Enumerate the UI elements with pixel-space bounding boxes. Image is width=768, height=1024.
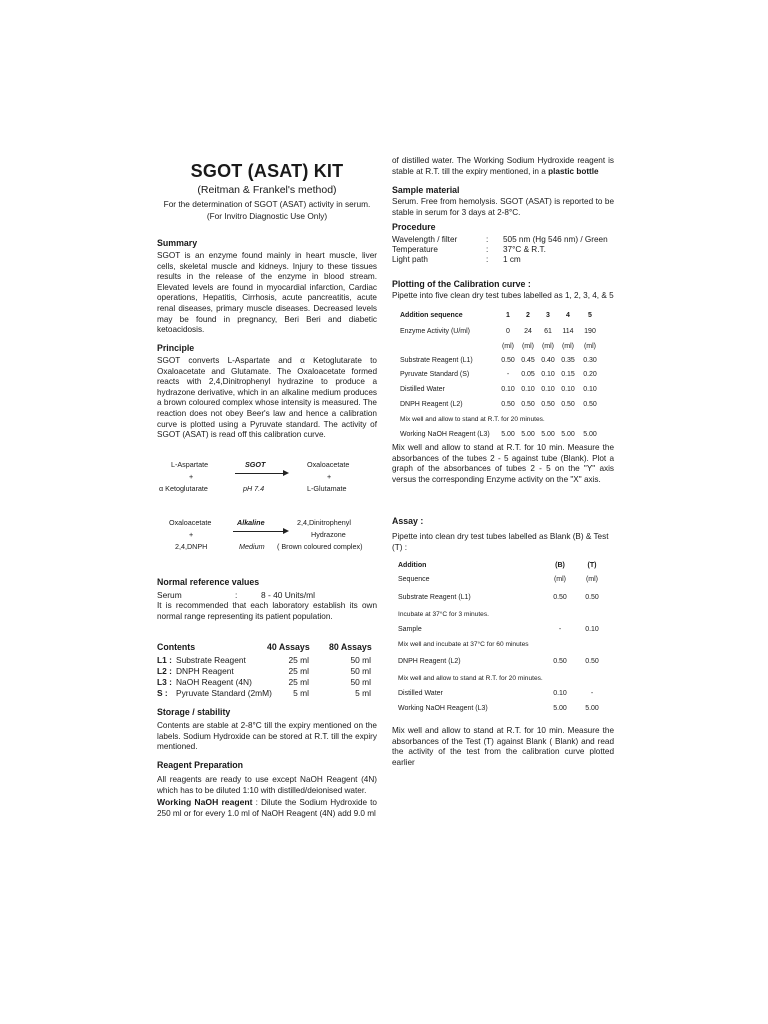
product-dinitrophenyl: 2,4,Dinitrophenyl bbox=[297, 518, 351, 527]
assay-header-t: (ml) bbox=[585, 576, 599, 583]
reaction-arrow bbox=[233, 531, 285, 532]
plastic-bottle: plastic bottle bbox=[548, 166, 599, 176]
arrow-head bbox=[283, 528, 289, 534]
serum-label: Serum bbox=[157, 590, 182, 600]
calib-row-cell: (ml) bbox=[583, 343, 597, 350]
contents-name: NaOH Reagent (4N) bbox=[176, 677, 252, 687]
calib-header-label: Addition sequence bbox=[400, 312, 463, 319]
assay-header-label: Addition bbox=[398, 562, 427, 569]
contents-name: DNPH Reagent bbox=[176, 666, 234, 676]
enzyme-label: SGOT bbox=[245, 460, 266, 469]
procedure-label: Wavelength / filter bbox=[392, 235, 458, 244]
reactant-l-aspartate: L-Aspartate bbox=[171, 460, 209, 469]
principle-heading: Principle bbox=[157, 343, 195, 353]
calib-row-label: Distilled Water bbox=[400, 386, 445, 393]
calib-row-cell: 0.10 bbox=[541, 371, 555, 378]
assay-header-b: (ml) bbox=[553, 576, 567, 583]
reaction-2 bbox=[157, 518, 377, 558]
calib-row-cell: 0.50 bbox=[501, 357, 515, 364]
calib-row-label: Pyruvate Standard (S) bbox=[400, 371, 470, 378]
calib-row-cell: 0.10 bbox=[501, 386, 515, 393]
assay-row-t: 0.50 bbox=[585, 594, 599, 601]
contents-40: 25 ml bbox=[288, 666, 309, 676]
calibration-heading: Plotting of the Calibration curve : bbox=[392, 279, 531, 289]
assay-note: Mix well and incubate at 37°C for 60 minutes bbox=[398, 641, 529, 648]
calib-note: Mix well and allow to stand at R.T. for 20 minutes. bbox=[400, 416, 545, 423]
assay-note: Incubate at 37°C for 3 minutes. bbox=[398, 611, 489, 618]
procedure-label: Temperature bbox=[392, 245, 438, 254]
contents-40: 25 ml bbox=[288, 677, 309, 687]
assay-row-b: - bbox=[558, 626, 562, 633]
reaction-1 bbox=[157, 460, 377, 500]
calib-row-cell: 5.00 bbox=[501, 431, 515, 438]
summary-heading: Summary bbox=[157, 238, 198, 248]
contents-heading: Contents bbox=[157, 642, 196, 652]
continuation-text bbox=[392, 156, 614, 177]
assay-row-label: Working NaOH Reagent (L3) bbox=[398, 705, 488, 712]
medium-label: Medium bbox=[239, 542, 265, 551]
calib-header-cell: 2 bbox=[526, 312, 530, 319]
storage-text: Contents are stable at 2-8°C till the expiry mentioned on the labels. Sodium Hydroxide can be stored at R.T. till the expiry mentioned. bbox=[157, 721, 377, 752]
calib-header-cell: 1 bbox=[506, 312, 510, 319]
calib-row-cell: 0 bbox=[506, 328, 510, 335]
procedure-value: 37°C & R.T. bbox=[503, 245, 546, 254]
procedure-settings bbox=[392, 235, 614, 267]
summary-text: SGOT is an enzyme found mainly in heart muscle, liver cells, skeletal muscle and kidneys. Injury to these tissues results in the release of the enzyme in blood stream. Elevated levels are found in myocardial infarction, Cardiac operations, Hepatitis, Cirrhosis, acute pancreatitis, acute renal diseases, primary muscle diseases. Decreased levels may be found in pregnancy, Beri Beri and diabetic ketoacidosis. bbox=[157, 251, 377, 335]
contents-80: 5 ml bbox=[355, 688, 371, 698]
serum-colon: : bbox=[235, 590, 238, 600]
calib-row-cell: 0.50 bbox=[541, 401, 555, 408]
calib-row-cell: 0.15 bbox=[561, 371, 575, 378]
assay-row-label: DNPH Reagent (L2) bbox=[398, 658, 461, 665]
contents-80: 50 ml bbox=[350, 666, 371, 676]
calib-row-cell: 0.35 bbox=[561, 357, 575, 364]
calib-row-cell: (ml) bbox=[521, 343, 535, 350]
assay-row-b: 0.50 bbox=[553, 594, 567, 601]
assay-after: Mix well and allow to stand at R.T. for 10 min. Measure the absorbances of the Test (T) against Blank ( Blank) and read the activity of the test from the calibration curve plotted earlier bbox=[392, 726, 614, 767]
assay-header-t: (T) bbox=[587, 562, 597, 569]
assays-80-header: 80 Assays bbox=[329, 642, 372, 652]
assay-row-t: 0.10 bbox=[585, 626, 599, 633]
assay-note: Mix well and allow to stand at R.T. for 20 minutes. bbox=[398, 675, 543, 682]
contents-code: S : bbox=[157, 688, 168, 698]
procedure-colon: : bbox=[486, 235, 489, 244]
storage-heading: Storage / stability bbox=[157, 707, 231, 717]
calib-row-cell: 190 bbox=[584, 328, 596, 335]
contents-code: L2 : bbox=[157, 666, 172, 676]
contents-code: L1 : bbox=[157, 655, 172, 665]
alkaline-label: Alkaline bbox=[237, 518, 265, 527]
sample-heading: Sample material bbox=[392, 185, 460, 195]
calib-row-cell: 0.10 bbox=[521, 386, 535, 393]
procedure-value: 505 nm (Hg 546 nm) / Green bbox=[503, 235, 608, 244]
calib-row-cell: 5.00 bbox=[541, 431, 555, 438]
calib-row-cell: 0.50 bbox=[521, 401, 535, 408]
product-hydrazone: Hydrazone bbox=[311, 530, 346, 539]
product-oxaloacetate: Oxaloacetate bbox=[307, 460, 350, 469]
assay-header-b: (B) bbox=[555, 562, 565, 569]
procedure-value: 1 cm bbox=[503, 255, 521, 264]
assay-row-b: 0.50 bbox=[553, 658, 567, 665]
contents-40: 25 ml bbox=[288, 655, 309, 665]
calib-row-cell: 0.30 bbox=[583, 357, 597, 364]
normal-text: It is recommended that each laboratory establish its own normal range representing its patient population. bbox=[157, 601, 377, 621]
assay-row-b: 0.10 bbox=[553, 690, 567, 697]
calib-header-cell: 5 bbox=[588, 312, 592, 319]
reactant-dnph: 2,4,DNPH bbox=[175, 542, 208, 551]
calib-row-cell: 61 bbox=[544, 328, 552, 335]
use-line: (For Invitro Diagnostic Use Only) bbox=[206, 211, 328, 221]
sample-text: Serum. Free from hemolysis. SGOT (ASAT) is reported to be stable in serum for 3 days at 2-8°C. bbox=[392, 197, 614, 217]
assay-heading: Assay : bbox=[392, 516, 424, 526]
calib-row-label: DNPH Reagent (L2) bbox=[400, 401, 463, 408]
continuation-body: of distilled water. The Working Sodium Hydroxide reagent is stable at R.T. till the expiry mentioned, in a bbox=[392, 156, 614, 176]
assay-header-label: Sequence bbox=[398, 576, 430, 583]
assay-row-label: Substrate Reagent (L1) bbox=[398, 594, 471, 601]
method-subtitle: (Reitman & Frankel's method) bbox=[197, 184, 337, 196]
procedure-colon: : bbox=[486, 245, 489, 254]
reactant-oxaloacetate: Oxaloacetate bbox=[169, 518, 212, 527]
calib-row-cell: 0.50 bbox=[561, 401, 575, 408]
arrow-head bbox=[283, 470, 289, 476]
procedure-label: Light path bbox=[392, 255, 428, 264]
product-complex: ( Brown coloured complex) bbox=[277, 542, 363, 551]
calib-row-cell: - bbox=[506, 371, 510, 378]
working-naoh-instructions: : Dilute the Sodium Hydroxide to 250 ml or for every 1.0 ml of NaOH Reagent (4N) add 9.0 ml bbox=[157, 798, 377, 818]
assay-table bbox=[392, 562, 614, 722]
preparation-heading: Reagent Preparation bbox=[157, 760, 244, 770]
assay-row-t: 5.00 bbox=[585, 705, 599, 712]
working-naoh-text bbox=[157, 797, 377, 819]
contents-40: 5 ml bbox=[293, 688, 309, 698]
calib-row-cell: 0.10 bbox=[541, 386, 555, 393]
plus-sign: + bbox=[327, 472, 332, 481]
assay-row-t: 0.50 bbox=[585, 658, 599, 665]
calib-row-cell: 0.45 bbox=[521, 357, 535, 364]
calib-row-cell: 5.00 bbox=[561, 431, 575, 438]
calib-row-cell: (ml) bbox=[541, 343, 555, 350]
calibration-after: Mix well and allow to stand at R.T. for 10 min. Measure the absorbances of the tubes 2 - 5 against tube (Blank). Plot a graph of the absorbances of tubes 2 - 5 on the "Y" axis versus the corresponding Enzyme activity on the "X" axis. bbox=[392, 443, 614, 484]
assay-row-b: 5.00 bbox=[553, 705, 567, 712]
ph-label: pH 7.4 bbox=[243, 484, 265, 493]
contents-80: 50 ml bbox=[350, 655, 371, 665]
serum-value: 8 - 40 Units/ml bbox=[261, 590, 315, 600]
plus-sign: + bbox=[189, 530, 194, 539]
reactant-ketoglutarate: α Ketoglutarate bbox=[159, 484, 208, 493]
assay-row-t: - bbox=[590, 690, 594, 697]
calib-row-cell: 0.20 bbox=[583, 371, 597, 378]
assay-row-label: Distilled Water bbox=[398, 690, 443, 697]
working-naoh-label: Working NaOH reagent bbox=[157, 797, 253, 807]
normal-values-heading: Normal reference values bbox=[157, 577, 260, 587]
calib-row-cell: 0.05 bbox=[521, 371, 535, 378]
assay-row-label: Sample bbox=[398, 626, 422, 633]
assays-40-header: 40 Assays bbox=[267, 642, 310, 652]
contents-table bbox=[157, 642, 377, 708]
calib-row-label: Working NaOH Reagent (L3) bbox=[400, 431, 490, 438]
calib-header-cell: 4 bbox=[566, 312, 570, 319]
calib-row-cell: 0.40 bbox=[541, 357, 555, 364]
principle-text: SGOT converts L-Aspartate and α Ketoglutarate to Oxaloacetate and Glutamate. The Oxaloacetate formed reacts with 2,4,Dinitrophenyl hydrazine to produce a hydrazone derivative, which in an alkaline medium produces a brown coloured complex whose intensity is measured. The reaction does not obey Beer's law and hence a calibration curve is plotted using a Pyruvate standard. The activity of SGOT (ASAT) is read off this calibration curve. bbox=[157, 356, 377, 440]
calib-row-cell: 5.00 bbox=[583, 431, 597, 438]
calibration-intro: Pipette into five clean dry test tubes labelled as 1, 2, 3, 4, & 5 bbox=[392, 291, 614, 300]
plus-sign: + bbox=[189, 472, 194, 481]
procedure-heading: Procedure bbox=[392, 222, 436, 232]
calib-header-cell: 3 bbox=[546, 312, 550, 319]
calib-row-cell: (ml) bbox=[561, 343, 575, 350]
calib-row-cell: 0.50 bbox=[501, 401, 515, 408]
product-l-glutamate: L-Glutamate bbox=[307, 484, 347, 493]
calib-row-cell: 0.10 bbox=[583, 386, 597, 393]
reaction-arrow bbox=[235, 473, 285, 474]
calibration-table bbox=[392, 308, 614, 442]
calib-row-cell: 114 bbox=[562, 328, 574, 335]
contents-80: 50 ml bbox=[350, 677, 371, 687]
calib-row-cell: 0.10 bbox=[561, 386, 575, 393]
calib-row-cell: 24 bbox=[524, 328, 532, 335]
preparation-text: All reagents are ready to use except NaOH Reagent (4N) which has to be diluted 1:10 with distilled/deionised water. bbox=[157, 775, 377, 795]
purpose-line: For the determination of SGOT (ASAT) activity in serum. bbox=[163, 199, 371, 209]
contents-name: Substrate Reagent bbox=[176, 655, 246, 665]
contents-name: Pyruvate Standard (2mM) bbox=[176, 688, 272, 698]
calib-row-cell: (ml) bbox=[501, 343, 515, 350]
assay-intro: Pipette into clean dry test tubes labelled as Blank (B) & Test (T) : bbox=[392, 532, 609, 552]
calib-row-label: Enzyme Activity (U/ml) bbox=[400, 328, 471, 335]
calib-row-cell: 0.50 bbox=[583, 401, 597, 408]
contents-code: L3 : bbox=[157, 677, 172, 687]
calib-row-cell: 5.00 bbox=[521, 431, 535, 438]
procedure-colon: : bbox=[486, 255, 489, 264]
kit-title: SGOT (ASAT) KIT bbox=[190, 161, 344, 181]
calib-row-label: Substrate Reagent (L1) bbox=[400, 357, 473, 364]
